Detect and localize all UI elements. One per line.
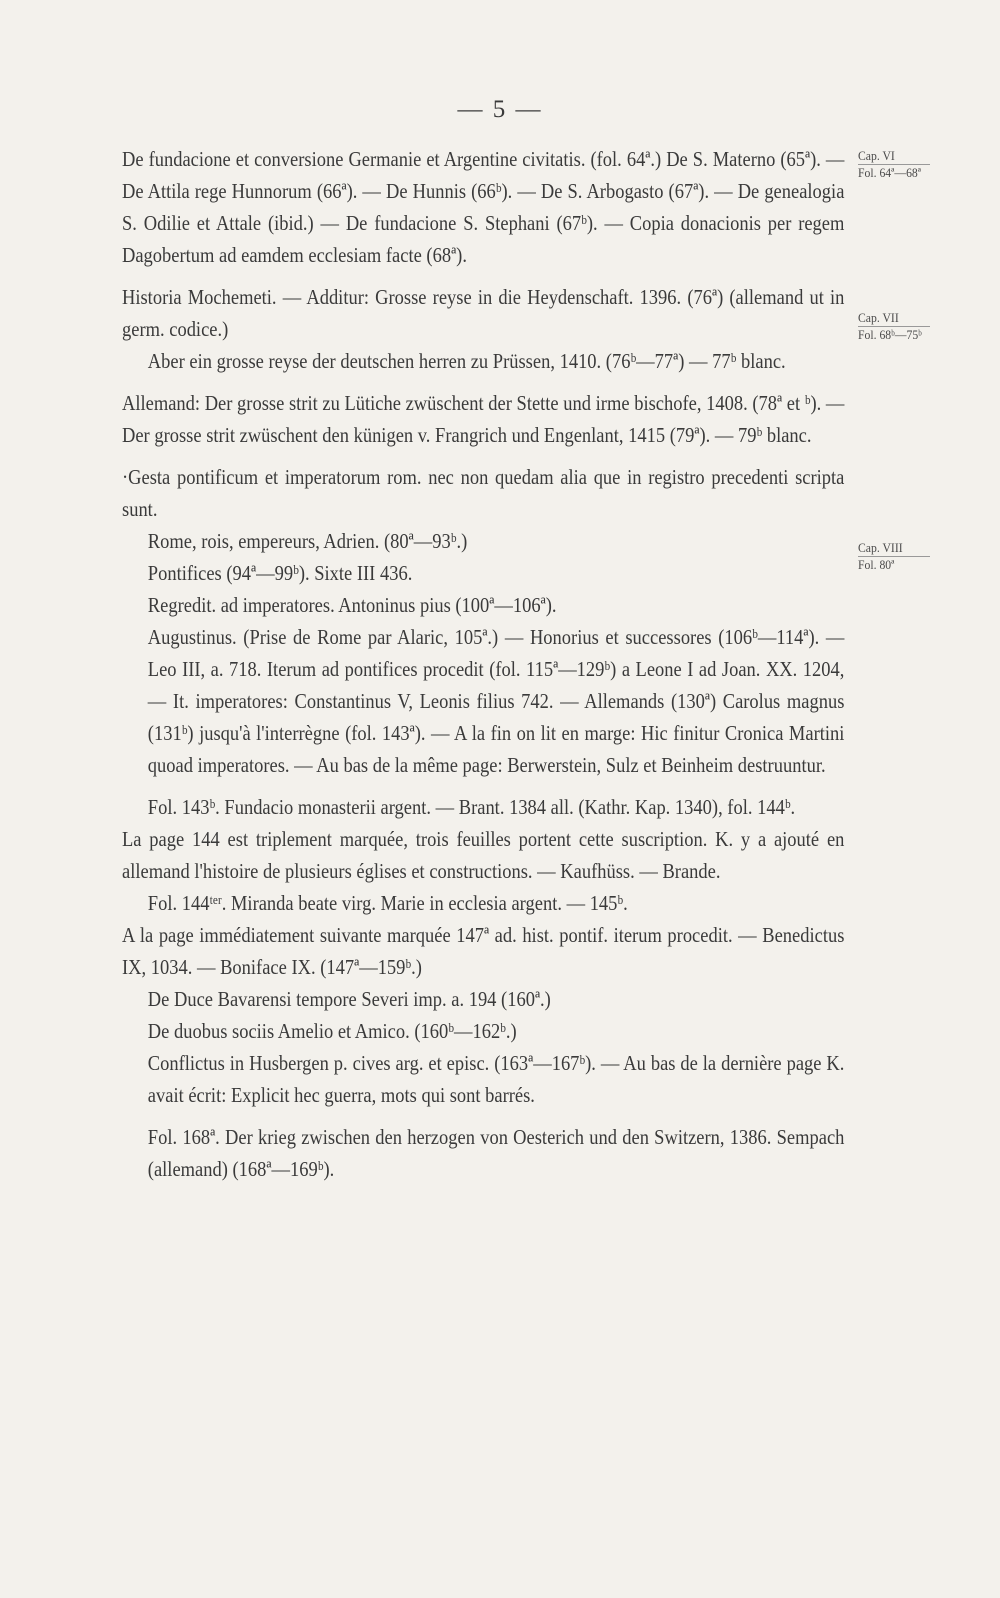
margin-note-title: Cap. VIII — [858, 540, 930, 557]
margin-note-folio: Fol. 68ᵇ—75ᵇ — [858, 327, 922, 342]
paragraph-13: A la page immédiatement suivante marquée 147ª ad. hist. pontif. iterum procedit. — Benedictus IX, 1034. — Boniface IX. (147ª—159ᵇ.) — [122, 923, 845, 979]
paragraph-11: La page 144 est triplement marquée, trois feuilles portent cette suscription. K. y a ajouté en allemand l'histoire de plusieurs églises et constructions. — Kaufhüss. — Brande. — [122, 827, 845, 883]
paragraph-16: Conflictus in Husbergen p. cives arg. et episc. (163ª—167ᵇ). — Au bas de la dernière page K. avait écrit: Explicit hec guerra, mots qui sont barrés. — [147, 1051, 845, 1107]
paragraph-2: Historia Mochemeti. — Additur: Grosse reyse in die Heydenschaft. 1396. (76ª) (allemand ut in germ. codice.) — [122, 285, 845, 341]
margin-note-cap-viii — [858, 540, 984, 573]
paragraph-17: Fol. 168ª. Der krieg zwischen den herzogen von Oesterich und den Switzern, 1386. Sempach (allemand) (168ª—169ᵇ). — [147, 1125, 845, 1181]
margin-note-cap-vi — [858, 148, 984, 181]
margin-note-cap-vii — [858, 310, 984, 343]
paragraph-14: De Duce Bavarensi tempore Severi imp. a. 194 (160ª.) — [147, 987, 551, 1011]
margin-note-folio: Fol. 80ª — [858, 557, 895, 572]
margin-note-title: Cap. VII — [858, 310, 930, 327]
paragraph-6: Rome, rois, empereurs, Adrien. (80ª—93ᵇ.) — [147, 529, 468, 553]
paragraph-5: ·Gesta pontificum et imperatorum rom. nec non quedam alia que in registro precedenti scripta sunt. — [122, 465, 845, 521]
margin-note-folio: Fol. 64ª—68ª — [858, 165, 922, 180]
document-body — [122, 143, 845, 1185]
page-number: — 5 — — [457, 96, 543, 123]
paragraph-4: Allemand: Der grosse strit zu Lütiche zwüschent der Stette und irme bischofe, 1408. (78ª et ᵇ). — Der grosse strit zwüschent den künigen v. Frangrich und Engenlant, 1415 (79ª). — 79ᵇ blanc. — [122, 391, 845, 447]
paragraph-10: Fol. 143ᵇ. Fundacio monasterii argent. — Brant. 1384 all. (Kathr. Kap. 1340), fol. 144ᵇ. — [147, 795, 796, 819]
paragraph-1: De fundacione et conversione Germanie et Argentine civitatis. (fol. 64ª.) De S. Materno (65ª). — De Attila rege Hunnorum (66ª). — De Hunnis (66ᵇ). — De S. Arbogasto (67ª). — De genealogia S. Odilie et Attale (ibid.) — De fundacione S. Stephani (67ᵇ). — Copia donacionis per regem Dagobertum ad eamdem ecclesiam facte (68ª). — [122, 147, 845, 267]
margin-note-title: Cap. VI — [858, 148, 930, 165]
paragraph-3: Aber ein grosse reyse der deutschen herren zu Prüssen, 1410. (76ᵇ—77ª) — 77ᵇ blanc. — [147, 349, 786, 373]
paragraph-12: Fol. 144ᵗᵉʳ. Miranda beate virg. Marie in ecclesia argent. — 145ᵇ. — [147, 891, 628, 915]
paragraph-7: Pontifices (94ª—99ᵇ). Sixte III 436. — [147, 561, 413, 585]
paragraph-15: De duobus sociis Amelio et Amico. (160ᵇ—162ᵇ.) — [147, 1019, 517, 1043]
paragraph-9: Augustinus. (Prise de Rome par Alaric, 105ª.) — Honorius et successores (106ᵇ—114ª). — Leo III, a. 718. Iterum ad pontifices procedit (fol. 115ª—129ᵇ) a Leone I ad Joan. XX. 1204, — It. imperatores: Constantinus V, Leonis filius 742. — Allemands (130ª) Carolus magnus (131ᵇ) jusqu'à l'interrègne (fol. 143ª). — A la fin on lit en marge: Hic finitur Cronica Martini quoad imperatores. — Au bas de la même page: Berwerstein, Sulz et Beinheim destruuntur. — [147, 625, 845, 777]
paragraph-8: Regredit. ad imperatores. Antoninus pius (100ª—106ª). — [147, 593, 557, 617]
